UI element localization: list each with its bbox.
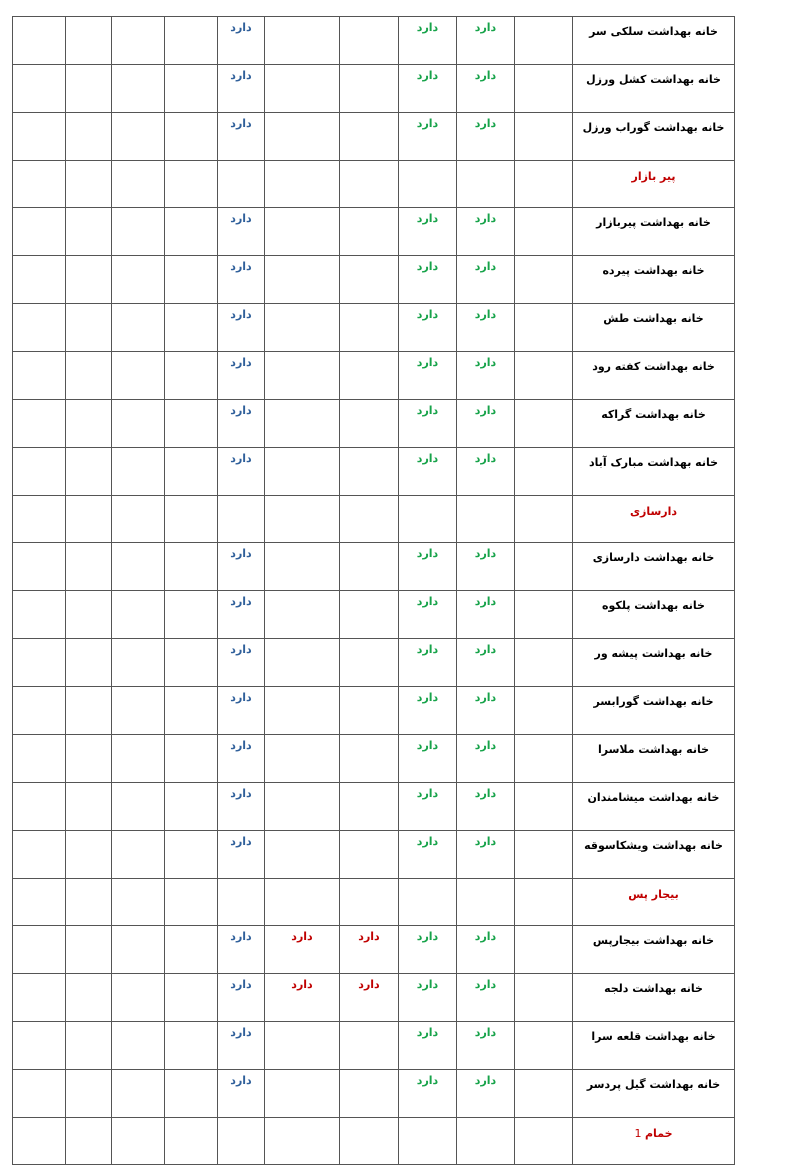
empty-cell (112, 496, 165, 543)
empty-cell (165, 783, 218, 831)
empty-cell (13, 65, 66, 113)
value-cell: دارد (218, 831, 265, 879)
empty-cell (13, 352, 66, 400)
empty-cell (218, 879, 265, 926)
table-row (13, 304, 735, 352)
empty-cell (165, 543, 218, 591)
section-title (573, 879, 735, 926)
empty-cell (66, 783, 112, 831)
value-cell: دارد (399, 1070, 457, 1118)
value-cell (340, 352, 399, 400)
value-cell: دارد (218, 400, 265, 448)
section-title-text: پیر بازار (631, 170, 676, 183)
empty-cell (66, 1118, 112, 1165)
empty-cell (66, 208, 112, 256)
empty-cell (457, 1118, 515, 1165)
value-cell (265, 543, 340, 591)
table-row (13, 974, 735, 1022)
empty-cell (165, 400, 218, 448)
empty-cell (165, 735, 218, 783)
empty-cell (13, 1118, 66, 1165)
empty-cell (165, 65, 218, 113)
empty-cell (340, 1118, 399, 1165)
section-title-text: بیجار پس (628, 888, 679, 901)
empty-cell (13, 926, 66, 974)
empty-cell (165, 208, 218, 256)
empty-cell (13, 17, 66, 65)
facility-name: خانه بهداشت گراکه (573, 400, 735, 448)
facility-name: خانه بهداشت دارسازی (573, 543, 735, 591)
empty-cell (515, 352, 573, 400)
value-cell: دارد (218, 1022, 265, 1070)
section-row (13, 161, 735, 208)
value-cell: دارد (457, 926, 515, 974)
health-houses-table (12, 16, 735, 1165)
value-cell: دارد (340, 974, 399, 1022)
value-cell (340, 65, 399, 113)
empty-cell (515, 926, 573, 974)
value-cell: دارد (457, 448, 515, 496)
empty-cell (112, 974, 165, 1022)
facility-name: خانه بهداشت پلکوه (573, 591, 735, 639)
empty-cell (457, 496, 515, 543)
value-cell (340, 17, 399, 65)
empty-cell (112, 639, 165, 687)
facility-name: خانه بهداشت ملاسرا (573, 735, 735, 783)
empty-cell (515, 735, 573, 783)
value-cell (265, 639, 340, 687)
empty-cell (112, 543, 165, 591)
empty-cell (66, 687, 112, 735)
empty-cell (13, 783, 66, 831)
section-row (13, 496, 735, 543)
empty-cell (112, 591, 165, 639)
value-cell (265, 591, 340, 639)
value-cell (265, 448, 340, 496)
empty-cell (112, 448, 165, 496)
empty-cell (165, 974, 218, 1022)
value-cell: دارد (399, 1022, 457, 1070)
empty-cell (112, 17, 165, 65)
value-cell (265, 1022, 340, 1070)
value-cell: دارد (218, 687, 265, 735)
empty-cell (218, 161, 265, 208)
table-row (13, 208, 735, 256)
empty-cell (13, 831, 66, 879)
facility-name: خانه بهداشت کشل ورزل (573, 65, 735, 113)
empty-cell (165, 879, 218, 926)
value-cell: دارد (457, 256, 515, 304)
value-cell (265, 17, 340, 65)
value-cell: دارد (399, 687, 457, 735)
value-cell (340, 113, 399, 161)
facility-name: خانه بهداشت بیجارپس (573, 926, 735, 974)
value-cell: دارد (399, 208, 457, 256)
table-row (13, 256, 735, 304)
value-cell: دارد (399, 926, 457, 974)
empty-cell (13, 543, 66, 591)
empty-cell (515, 161, 573, 208)
value-cell (265, 400, 340, 448)
section-title (573, 161, 735, 208)
empty-cell (340, 161, 399, 208)
empty-cell (66, 1070, 112, 1118)
empty-cell (13, 496, 66, 543)
empty-cell (165, 352, 218, 400)
empty-cell (515, 974, 573, 1022)
facility-name: خانه بهداشت گورابسر (573, 687, 735, 735)
empty-cell (66, 65, 112, 113)
empty-cell (66, 543, 112, 591)
value-cell: دارد (218, 352, 265, 400)
empty-cell (112, 879, 165, 926)
value-cell: دارد (399, 783, 457, 831)
value-cell (265, 352, 340, 400)
empty-cell (66, 639, 112, 687)
empty-cell (515, 831, 573, 879)
empty-cell (399, 496, 457, 543)
facility-name: خانه بهداشت پیشه ور (573, 639, 735, 687)
empty-cell (265, 496, 340, 543)
empty-cell (66, 304, 112, 352)
facility-name: خانه بهداشت گوراب ورزل (573, 113, 735, 161)
empty-cell (515, 1070, 573, 1118)
value-cell: دارد (457, 783, 515, 831)
section-title-text: دارسازی (629, 505, 678, 518)
value-cell: دارد (399, 448, 457, 496)
empty-cell (13, 448, 66, 496)
empty-cell (112, 783, 165, 831)
value-cell: دارد (457, 1022, 515, 1070)
empty-cell (66, 113, 112, 161)
value-cell: دارد (218, 448, 265, 496)
empty-cell (515, 400, 573, 448)
value-cell (340, 400, 399, 448)
value-cell (340, 208, 399, 256)
empty-cell (66, 831, 112, 879)
value-cell: دارد (265, 974, 340, 1022)
table-row (13, 783, 735, 831)
value-cell (340, 448, 399, 496)
value-cell (340, 543, 399, 591)
empty-cell (13, 735, 66, 783)
empty-cell (165, 256, 218, 304)
value-cell: دارد (399, 543, 457, 591)
value-cell: دارد (399, 831, 457, 879)
empty-cell (13, 400, 66, 448)
empty-cell (13, 256, 66, 304)
empty-cell (13, 591, 66, 639)
value-cell: دارد (457, 639, 515, 687)
empty-cell (399, 879, 457, 926)
empty-cell (66, 17, 112, 65)
empty-cell (112, 1070, 165, 1118)
value-cell: دارد (457, 113, 515, 161)
empty-cell (66, 879, 112, 926)
empty-cell (165, 161, 218, 208)
empty-cell (265, 1118, 340, 1165)
value-cell: دارد (399, 591, 457, 639)
value-cell: دارد (457, 352, 515, 400)
empty-cell (112, 400, 165, 448)
value-cell (340, 1070, 399, 1118)
empty-cell (265, 161, 340, 208)
value-cell: دارد (457, 543, 515, 591)
value-cell: دارد (399, 304, 457, 352)
empty-cell (515, 879, 573, 926)
value-cell: دارد (218, 1070, 265, 1118)
empty-cell (515, 1022, 573, 1070)
value-cell: دارد (399, 974, 457, 1022)
table-row (13, 687, 735, 735)
value-cell: دارد (218, 304, 265, 352)
empty-cell (112, 926, 165, 974)
empty-cell (165, 926, 218, 974)
empty-cell (515, 687, 573, 735)
empty-cell (165, 17, 218, 65)
empty-cell (515, 304, 573, 352)
value-cell: دارد (399, 352, 457, 400)
value-cell (340, 735, 399, 783)
empty-cell (165, 113, 218, 161)
value-cell (265, 735, 340, 783)
empty-cell (13, 208, 66, 256)
value-cell (340, 256, 399, 304)
empty-cell (13, 113, 66, 161)
value-cell: دارد (265, 926, 340, 974)
value-cell: دارد (399, 256, 457, 304)
table-row (13, 448, 735, 496)
value-cell: دارد (457, 735, 515, 783)
value-cell: دارد (218, 65, 265, 113)
value-cell: دارد (218, 208, 265, 256)
value-cell (265, 831, 340, 879)
empty-cell (165, 639, 218, 687)
empty-cell (340, 496, 399, 543)
empty-cell (515, 1118, 573, 1165)
empty-cell (218, 1118, 265, 1165)
empty-cell (218, 496, 265, 543)
value-cell: دارد (399, 113, 457, 161)
empty-cell (66, 591, 112, 639)
empty-cell (66, 496, 112, 543)
empty-cell (515, 543, 573, 591)
empty-cell (13, 1022, 66, 1070)
facility-name: خانه بهداشت گیل پردسر (573, 1070, 735, 1118)
empty-cell (399, 161, 457, 208)
value-cell (265, 687, 340, 735)
value-cell (265, 113, 340, 161)
empty-cell (515, 639, 573, 687)
table-row (13, 926, 735, 974)
empty-cell (66, 926, 112, 974)
value-cell (340, 1022, 399, 1070)
table-row (13, 1022, 735, 1070)
empty-cell (399, 1118, 457, 1165)
facility-name: خانه بهداشت پیرده (573, 256, 735, 304)
facility-name: خانه بهداشت ویشکاسوقه (573, 831, 735, 879)
table-row (13, 639, 735, 687)
empty-cell (515, 208, 573, 256)
empty-cell (13, 1070, 66, 1118)
value-cell (265, 304, 340, 352)
empty-cell (515, 448, 573, 496)
value-cell: دارد (457, 974, 515, 1022)
value-cell: دارد (457, 208, 515, 256)
value-cell: دارد (457, 65, 515, 113)
value-cell (265, 1070, 340, 1118)
value-cell: دارد (457, 687, 515, 735)
section-title-text: خمام (645, 1127, 673, 1140)
empty-cell (515, 17, 573, 65)
empty-cell (515, 591, 573, 639)
section-title-suffix: 1 (634, 1127, 645, 1140)
table-row (13, 113, 735, 161)
value-cell: دارد (457, 304, 515, 352)
empty-cell (165, 1118, 218, 1165)
empty-cell (112, 831, 165, 879)
empty-cell (112, 352, 165, 400)
empty-cell (66, 735, 112, 783)
value-cell: دارد (399, 17, 457, 65)
facility-name: خانه بهداشت دلجه (573, 974, 735, 1022)
empty-cell (13, 974, 66, 1022)
section-row (13, 1118, 735, 1165)
facility-name: خانه بهداشت قلعه سرا (573, 1022, 735, 1070)
empty-cell (66, 974, 112, 1022)
table-row (13, 352, 735, 400)
value-cell: دارد (218, 113, 265, 161)
empty-cell (165, 687, 218, 735)
empty-cell (112, 65, 165, 113)
empty-cell (515, 65, 573, 113)
empty-cell (13, 304, 66, 352)
table-row (13, 543, 735, 591)
value-cell: دارد (218, 591, 265, 639)
empty-cell (112, 1022, 165, 1070)
empty-cell (13, 879, 66, 926)
table-row (13, 591, 735, 639)
value-cell (340, 831, 399, 879)
empty-cell (165, 831, 218, 879)
section-row (13, 879, 735, 926)
facility-name: خانه بهداشت پیربازار (573, 208, 735, 256)
empty-cell (165, 304, 218, 352)
value-cell (340, 639, 399, 687)
value-cell: دارد (457, 17, 515, 65)
value-cell: دارد (218, 543, 265, 591)
empty-cell (112, 735, 165, 783)
empty-cell (66, 448, 112, 496)
facility-name: خانه بهداشت مبارک آباد (573, 448, 735, 496)
facility-name: خانه بهداشت طش (573, 304, 735, 352)
empty-cell (515, 256, 573, 304)
value-cell (265, 65, 340, 113)
value-cell: دارد (340, 926, 399, 974)
empty-cell (265, 879, 340, 926)
facility-name: خانه بهداشت میشامندان (573, 783, 735, 831)
value-cell: دارد (218, 974, 265, 1022)
empty-cell (112, 113, 165, 161)
value-cell: دارد (399, 639, 457, 687)
value-cell: دارد (399, 735, 457, 783)
empty-cell (515, 496, 573, 543)
value-cell: دارد (218, 735, 265, 783)
empty-cell (457, 161, 515, 208)
empty-cell (457, 879, 515, 926)
table-row (13, 17, 735, 65)
value-cell: دارد (218, 17, 265, 65)
empty-cell (112, 256, 165, 304)
empty-cell (66, 400, 112, 448)
value-cell (265, 208, 340, 256)
empty-cell (340, 879, 399, 926)
empty-cell (66, 352, 112, 400)
value-cell: دارد (218, 256, 265, 304)
value-cell: دارد (218, 639, 265, 687)
empty-cell (13, 161, 66, 208)
value-cell: دارد (457, 400, 515, 448)
empty-cell (515, 783, 573, 831)
empty-cell (165, 448, 218, 496)
table-row (13, 400, 735, 448)
value-cell (265, 256, 340, 304)
section-title (573, 1118, 735, 1165)
value-cell (340, 591, 399, 639)
empty-cell (13, 639, 66, 687)
value-cell: دارد (457, 831, 515, 879)
table-row (13, 831, 735, 879)
empty-cell (112, 687, 165, 735)
value-cell (265, 783, 340, 831)
value-cell: دارد (218, 926, 265, 974)
empty-cell (165, 1070, 218, 1118)
empty-cell (66, 161, 112, 208)
empty-cell (66, 256, 112, 304)
value-cell: دارد (218, 783, 265, 831)
empty-cell (66, 1022, 112, 1070)
empty-cell (165, 1022, 218, 1070)
section-title (573, 496, 735, 543)
value-cell (340, 783, 399, 831)
value-cell: دارد (399, 400, 457, 448)
table-row (13, 1070, 735, 1118)
empty-cell (165, 591, 218, 639)
value-cell: دارد (399, 65, 457, 113)
empty-cell (112, 208, 165, 256)
empty-cell (112, 161, 165, 208)
empty-cell (112, 304, 165, 352)
empty-cell (515, 113, 573, 161)
facility-name: خانه بهداشت سلکی سر (573, 17, 735, 65)
facility-name: خانه بهداشت کفته رود (573, 352, 735, 400)
value-cell (340, 304, 399, 352)
empty-cell (13, 687, 66, 735)
table-row (13, 735, 735, 783)
value-cell: دارد (457, 1070, 515, 1118)
value-cell: دارد (457, 591, 515, 639)
table-row (13, 65, 735, 113)
value-cell (340, 687, 399, 735)
empty-cell (112, 1118, 165, 1165)
empty-cell (165, 496, 218, 543)
